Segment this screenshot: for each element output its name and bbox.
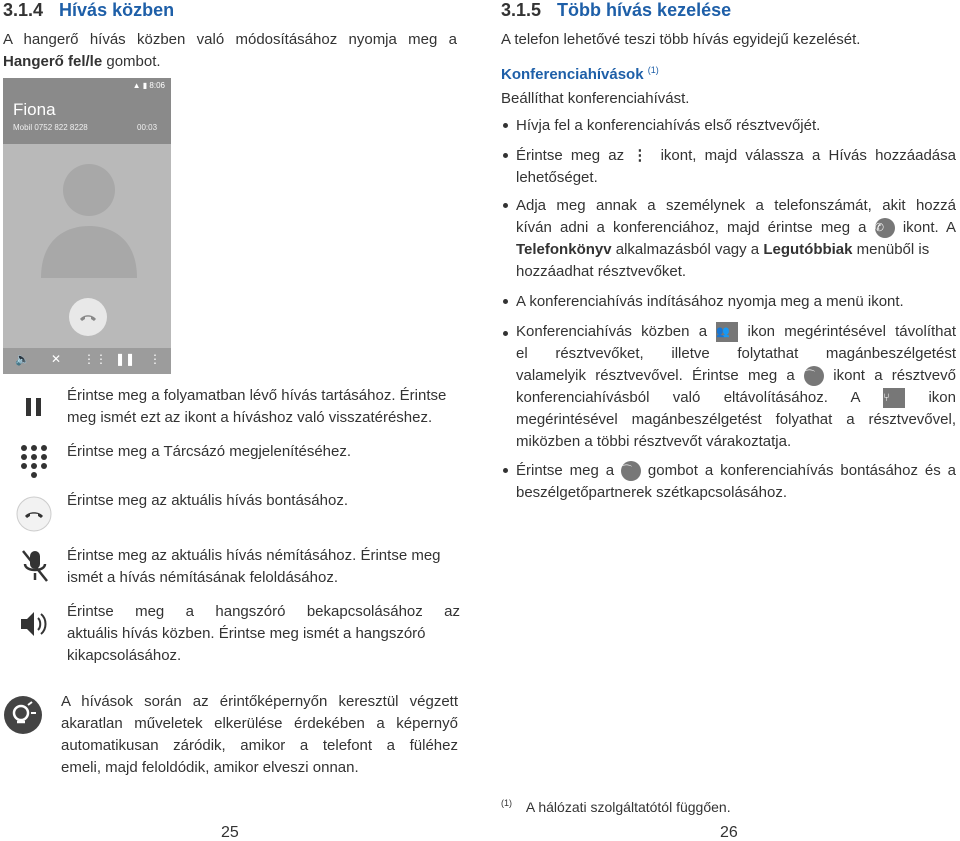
b3-d: alkalmazásból vagy a xyxy=(611,241,764,258)
b2-b: ikont, majd válassza a Hívás hozzáadása xyxy=(660,147,956,164)
section-heading-3-1-4 xyxy=(3,0,174,21)
multi-call-intro: A telefon lehetővé teszi több hívás egyidejű kezelését. xyxy=(501,31,861,48)
call-timer: 00:03 xyxy=(137,123,158,132)
bullet-3-line-1: Adja meg annak a személynek a telefonszámát, akit hozzá xyxy=(516,197,956,214)
mute-icon xyxy=(20,548,50,584)
participants-icon: 👥 xyxy=(716,322,738,342)
bullet-5-line-3 xyxy=(516,365,956,387)
bullet-2-text xyxy=(516,145,956,189)
end-call-icon xyxy=(69,298,107,336)
bullet-2-line-1 xyxy=(516,145,956,167)
bullet-5-line-1 xyxy=(516,321,956,343)
bullet-5-text xyxy=(516,321,956,453)
contact-avatar-icon xyxy=(37,150,141,280)
b5-f: konferenciahívásból való eltávolításához. A xyxy=(516,389,860,406)
b5-b: ikon megérintésével távolíthat xyxy=(747,323,957,340)
bullet-2-line-2: lehetőséget. xyxy=(516,169,598,187)
footnote-ref: (1) xyxy=(647,65,659,75)
page-number-right: 26 xyxy=(720,824,738,841)
speaker-line-3: kikapcsolásához. xyxy=(67,647,182,664)
bullet xyxy=(503,123,508,128)
subheading-text: Konferenciahívások xyxy=(501,66,644,83)
bullet-5-line-4 xyxy=(516,387,956,409)
contacts-app-label: Telefonkönyv xyxy=(516,241,612,258)
footnote xyxy=(501,798,731,815)
bullet-5-line-5: megérintésével magánbeszélgetést folyathat a résztvevővel, xyxy=(516,411,956,428)
intro-line: A hangerő hívás közben való módosításához nyomja meg a xyxy=(3,31,457,48)
footnote-mark: (1) xyxy=(501,798,512,808)
status-time: 8:06 xyxy=(149,81,165,90)
end-call-icon xyxy=(16,496,52,532)
bullet xyxy=(503,331,508,336)
recents-menu-label: Legutóbbiak xyxy=(763,241,853,258)
pause-description xyxy=(67,385,460,429)
pause-icon[interactable]: ❚❚ xyxy=(115,352,136,366)
intro-line-2 xyxy=(3,51,161,73)
tip-line-4: emeli, majd feloldódik, amikor elveszi onnan. xyxy=(61,759,359,776)
tip-line-2: akaratlan műveletek elkerülése érdekében a képernyő xyxy=(61,715,458,732)
bullet xyxy=(503,203,508,208)
footnote-text: A hálózati szolgáltatótól függően. xyxy=(525,798,731,815)
bullet xyxy=(503,299,508,304)
contact-number: Mobil 0752 822 8228 xyxy=(13,123,88,132)
tip-lightbulb-icon xyxy=(3,695,43,735)
bullet-3-line-4: hozzáadhat résztvevőket. xyxy=(516,263,687,280)
tip-text xyxy=(61,691,458,779)
bullet-6-line-2: beszélgetőpartnerek szétkapcsolásához. xyxy=(516,484,787,501)
section-title: Hívás közben xyxy=(59,0,175,20)
status-bar xyxy=(133,81,165,90)
speaker-line-2: aktuális hívás közben. Érintse meg ismét a hangszóró xyxy=(67,625,426,642)
pause-line-1: Érintse meg a folyamatban lévő hívás tartásához. Érintse xyxy=(67,387,447,404)
pause-icon xyxy=(24,396,44,418)
dialpad-description: Érintse meg a Tárcsázó megjelenítéséhez. xyxy=(67,443,352,460)
section-number: 3.1.5 xyxy=(501,0,542,20)
b5-a: Konferenciahívás közben a xyxy=(516,323,708,340)
end-call-button[interactable] xyxy=(69,298,107,336)
more-options-icon: ⋮ xyxy=(632,147,648,165)
dialpad-icon xyxy=(20,444,48,478)
b3-c: ikont. A xyxy=(902,219,957,236)
bullet xyxy=(503,468,508,473)
mute-line-1: Érintse meg az aktuális hívás némításához. Érintse meg xyxy=(67,547,441,564)
bullet-3-line-2 xyxy=(516,217,956,239)
b3-e: menüből is xyxy=(852,241,930,258)
tip-line-1: A hívások során az érintőképernyőn keresztül végzett xyxy=(61,693,458,710)
phone-call-screenshot xyxy=(3,78,171,374)
bullet-6-line-1 xyxy=(516,460,956,482)
volume-key-label: Hangerő fel/le xyxy=(3,53,103,70)
signal-icon: ▲ xyxy=(132,81,141,90)
bullet-6-text xyxy=(516,460,956,504)
b6-b: gombot a konferenciahívás bontásához és a xyxy=(647,462,956,479)
intro-end: gombot. xyxy=(102,53,161,70)
call-icon: ✆ xyxy=(875,218,895,238)
mute-line-2: ismét a hívás némításának feloldásához. xyxy=(67,569,338,586)
end-conference-icon: ⌒ xyxy=(621,461,641,481)
dialpad-icon[interactable]: ⋮⋮ xyxy=(83,352,107,366)
bullet-3-line-3 xyxy=(516,239,956,261)
conference-intro: Beállíthat konferenciahívást. xyxy=(501,90,690,107)
bullet-1-text: Hívja fel a konferenciahívás első résztvevőjét. xyxy=(516,117,821,134)
section-title: Több hívás kezelése xyxy=(557,0,732,20)
tip-line-3: automatikusan záródik, amikor a telefont a füléhez xyxy=(61,737,458,754)
call-action-bar xyxy=(3,348,171,374)
split-call-icon: ⑂ xyxy=(883,388,905,408)
speaker-icon xyxy=(18,608,50,640)
speaker-line-1: Érintse meg a hangszóró bekapcsolásához az xyxy=(67,603,460,620)
b5-e: ikont a résztvevő xyxy=(833,367,956,384)
b5-d: valamelyik résztvevővel. Érintse meg a xyxy=(516,367,795,384)
remove-participant-icon: ⌒ xyxy=(804,366,824,386)
bullet-4-text: A konferenciahívás indításához nyomja meg a menü ikont. xyxy=(516,293,904,310)
battery-icon: ▮ xyxy=(142,81,148,90)
bullet xyxy=(503,153,508,158)
conference-subheading xyxy=(501,59,659,86)
mute-description xyxy=(67,545,460,589)
end-call-description: Érintse meg az aktuális hívás bontásához. xyxy=(67,492,348,509)
bullet-5-line-6: miközben a többi résztvevőt várakoztatja. xyxy=(516,433,792,450)
bullet-3-text xyxy=(516,195,956,283)
b3-b: kíván adni a konferenciához, majd érintse meg a xyxy=(516,219,867,236)
bullet-5-line-2: el résztvevőket, illetve folytathat magánbeszélgetést xyxy=(516,345,956,362)
section-number: 3.1.4 xyxy=(3,0,44,20)
speaker-icon[interactable]: 🔈 xyxy=(15,352,30,366)
page-number-left: 25 xyxy=(221,824,239,841)
b6-a: Érintse meg a xyxy=(516,462,615,479)
mute-icon[interactable]: ✕ xyxy=(51,352,62,366)
more-options-icon[interactable]: ⋮ xyxy=(149,352,161,366)
b2-a: Érintse meg az xyxy=(516,147,625,164)
speaker-description xyxy=(67,601,460,667)
contact-name: Fiona xyxy=(13,100,56,119)
b5-g: ikon xyxy=(928,389,956,406)
section-heading-3-1-5 xyxy=(501,0,731,21)
pause-line-2: meg ismét ezt az ikont a híváshoz való visszatéréshez. xyxy=(67,409,433,426)
